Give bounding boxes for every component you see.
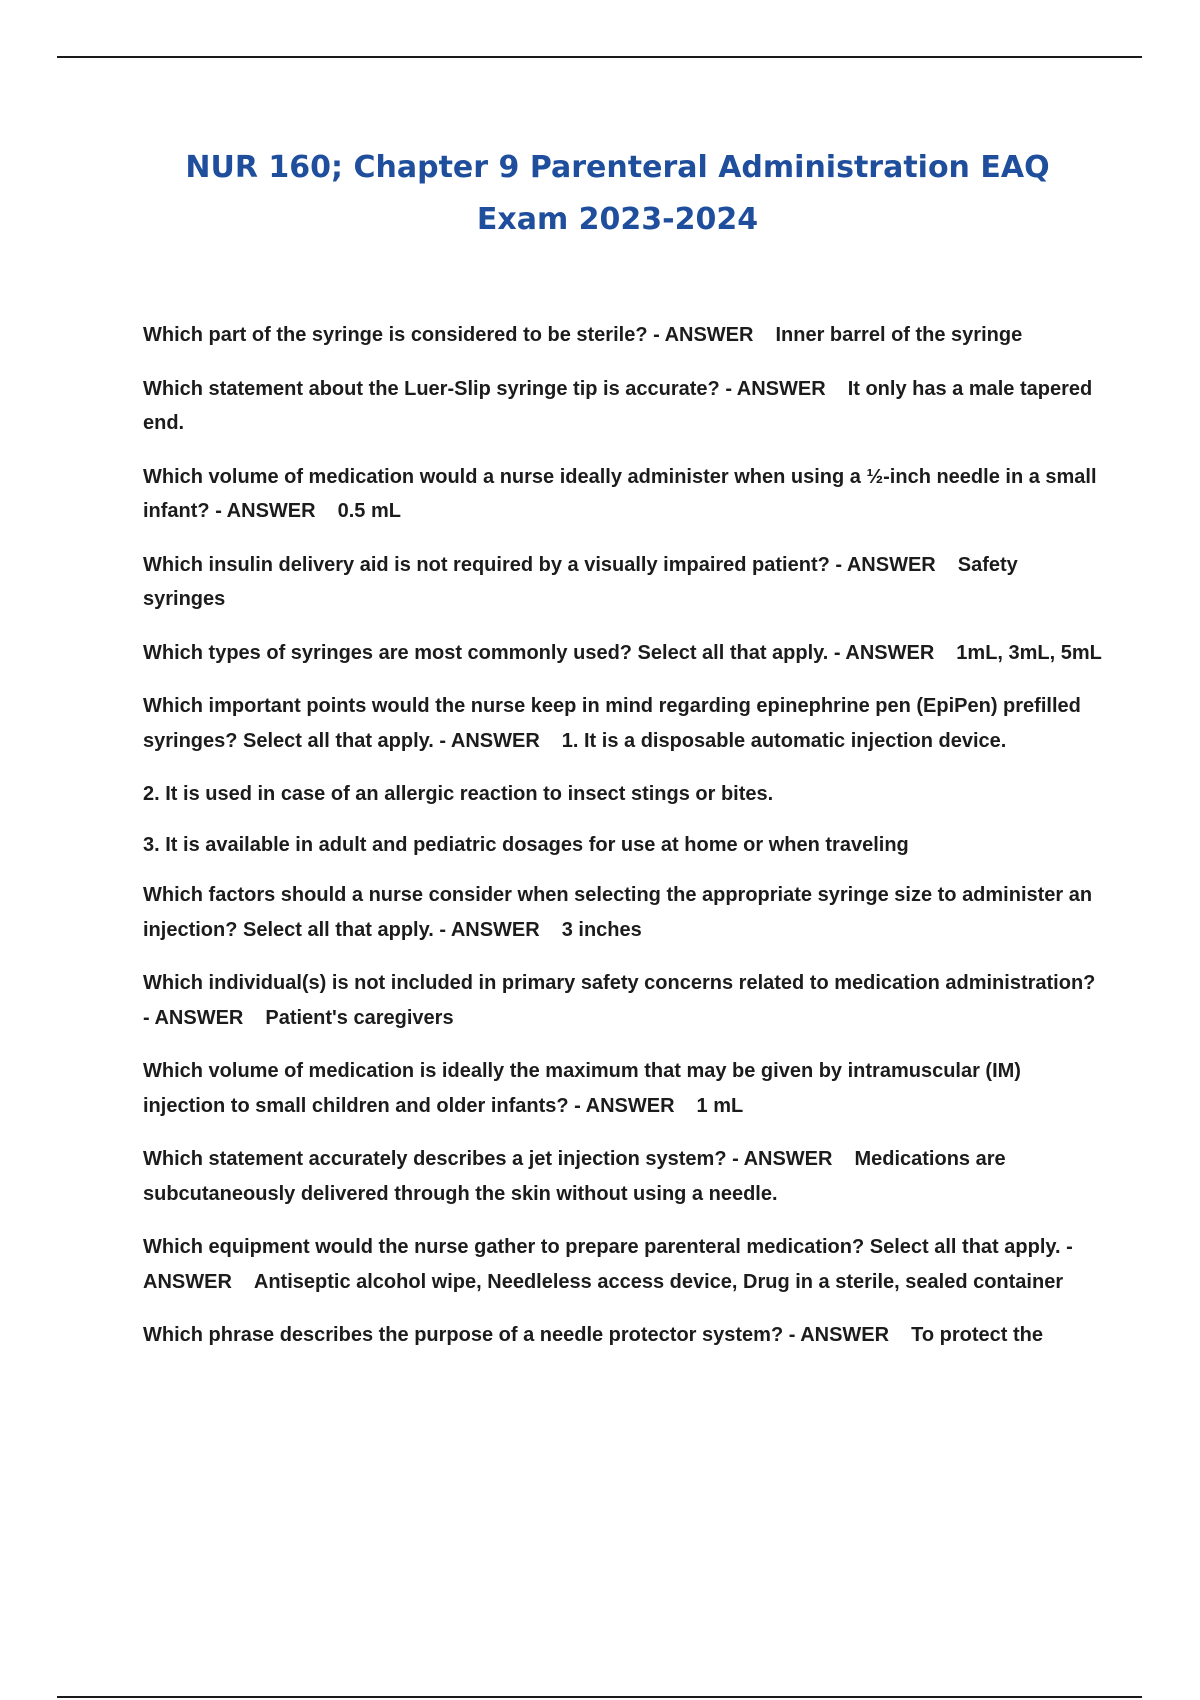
qa-item-4 <box>143 548 1103 617</box>
answer-text: It only has a male tapered end. <box>143 377 1093 434</box>
answer-text: 1mL, 3mL, 5mL <box>956 641 1102 664</box>
answer-text: Medications are subcutaneously delivered through the skin without using a needle. <box>143 1148 1006 1205</box>
qa-item-10 <box>143 1142 1103 1211</box>
qa-item-12 <box>143 1318 1103 1353</box>
question-text: Which equipment would the nurse gather to prepare parenteral medication? Select all that apply. - ANSWER <box>143 1236 1073 1293</box>
document-title: NUR 160; Chapter 9 Parenteral Administration EAQ Exam 2023-2024 <box>185 150 1050 237</box>
answer-text: 3. It is available in adult and pediatric dosages for use at home or when traveling <box>143 833 909 856</box>
question-text: Which volume of medication is ideally the maximum that may be given by intramuscular (IM) injection to small children and older infants? - ANSWER <box>143 1060 1021 1117</box>
qa-item-6-continued-2 <box>143 777 1103 812</box>
answer-text: Antiseptic alcohol wipe, Needleless access device, Drug in a sterile, sealed container <box>253 1270 1064 1293</box>
answer-text: Inner barrel of the syringe <box>775 324 1023 346</box>
answer-text: Patient's caregivers <box>265 1006 454 1029</box>
qa-item-7 <box>143 878 1103 947</box>
qa-item-9 <box>143 1054 1103 1123</box>
question-text: Which statement about the Luer-Slip syringe tip is accurate? - ANSWER <box>143 377 826 400</box>
answer-text: 1 mL <box>696 1094 744 1117</box>
bottom-divider <box>57 1696 1142 1698</box>
qa-item-1 <box>143 318 1103 353</box>
answer-text: 3 inches <box>561 918 642 941</box>
qa-item-8 <box>143 966 1103 1035</box>
question-text: Which individual(s) is not included in primary safety concerns related to medication administration? - ANSWER <box>143 972 1096 1029</box>
question-text: Which volume of medication would a nurse ideally administer when using a ½-inch needle in a small infant? - ANSWER <box>143 465 1097 522</box>
question-text: Which types of syringes are most commonly used? Select all that apply. - ANSWER <box>143 641 935 664</box>
question-answer-list <box>143 318 1103 1372</box>
qa-item-11 <box>143 1230 1103 1299</box>
question-text: Which statement accurately describes a jet injection system? - ANSWER <box>143 1148 833 1170</box>
qa-item-3 <box>143 460 1103 529</box>
answer-text: To protect the <box>911 1324 1043 1346</box>
question-text: Which part of the syringe is considered to be sterile? - ANSWER <box>143 324 754 346</box>
answer-text: 1. It is a disposable automatic injection device. <box>561 729 1007 752</box>
answer-text: 0.5 mL <box>337 500 401 522</box>
qa-item-6 <box>143 689 1103 758</box>
top-divider <box>57 56 1142 58</box>
qa-item-5 <box>143 636 1103 671</box>
question-text: Which insulin delivery aid is not required by a visually impaired patient? - ANSWER <box>143 553 936 576</box>
question-text: Which phrase describes the purpose of a needle protector system? - ANSWER <box>143 1324 890 1346</box>
question-text: Which factors should a nurse consider when selecting the appropriate syringe size to administer an injection? Select all that apply. - ANSWER <box>143 884 1093 941</box>
answer-text: Safety syringes <box>143 553 1018 610</box>
question-text: Which important points would the nurse keep in mind regarding epinephrine pen (EpiPen) prefilled syringes? Select all that apply. - ANSWER <box>143 695 1081 752</box>
answer-text: 2. It is used in case of an allergic reaction to insect stings or bites. <box>143 783 774 805</box>
qa-item-2 <box>143 372 1103 441</box>
qa-item-6-continued-3 <box>143 828 1103 863</box>
